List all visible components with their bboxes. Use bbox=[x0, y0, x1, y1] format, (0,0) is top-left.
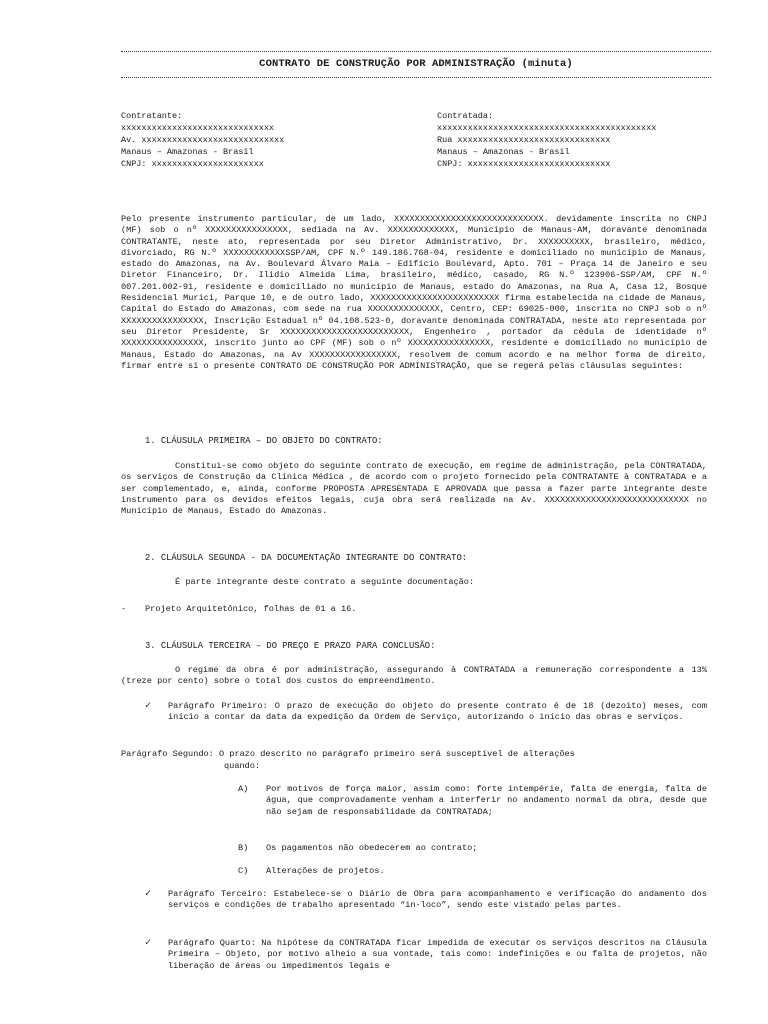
contracted-label: Contratada: bbox=[437, 111, 494, 121]
item-b-letter: B) bbox=[238, 843, 249, 853]
contractor-name: xxxxxxxxxxxxxxxxxxxxxxxxxxxxxx bbox=[121, 123, 275, 133]
check-icon: ✓ bbox=[145, 701, 152, 712]
paragraph-second-tail: quando: bbox=[224, 761, 261, 771]
preamble-paragraph: Pelo presente instrumento particular, de um lado, XXXXXXXXXXXXXXXXXXXXXXXXXXXXX. devidamente inscrita no CNPJ (MF) sob o nº XXXXXXXXXXXXXXXX, sediada na Av. XXXXXXXXXXXXX, Município de Manaus-AM, doravante denominada CONTRATANTE, neste ato, representada por seu Diretor Administrativo, Dr. XXXXXXXXXX, brasileiro, médico, divorciado, RG N.º XXXXXXXXXXXXSSP/AM, CPF N.º 149.186.768-04, residente e domiciliado no município de Manaus, estado do Amazonas, na Av. Boulevard Álvaro Maia – Edifício Boulevard, Apto. 701 – Praça 14 de Janeiro e seu Diretor Financeiro, Dr. Ilidio Almeida Lima, brasileiro, médico, casado, RG N.º 123906-SSP/AM, CPF N.º 007.201.002-91, residente e domiciliado no município de Manaus, estado do Amazonas, na Rua A, Casa 12, Bosque Residencial Murici, Parque 10, e de outro lado, XXXXXXXXXXXXXXXXXXXXXXXXX firma estabelecida na cidade de Manaus, Capital do Estado do Amazonas, com sede na rua XXXXXXXXXXXXXX, Centro, CEP: 69025-000, inscrita no CNPJ sob o nº XXXXXXXXXXXXXXXX, Inscrição Estadual nº 04.108.523-0, doravante denominada CONTRATADA, neste ato representada por seu Diretor Presidente, Sr XXXXXXXXXXXXXXXXXXXXXXXXX, Engenheiro , portador da cédula de identidade nº XXXXXXXXXXXXXXXX, inscrito junto ao CPF (MF) sob o nº XXXXXXXXXXXXXXXX, residente e domiciliado no município de Manaus, Estado do Amazonas, na Av XXXXXXXXXXXXXXXXX, resolvem de comum acordo e na melhor forma de direito, firmar entre si o presente CONTRATO DE CONSTRUÇÃO POR ADMINISTRAÇÃO, que se regerá pelas cláusulas seguintes: bbox=[121, 214, 707, 371]
item-b-text: Os pagamentos não obedecerem ao contrato; bbox=[266, 843, 478, 853]
contracted-city: Manaus – Amazonas - Brasil bbox=[437, 147, 570, 157]
item-c-letter: C) bbox=[238, 866, 249, 876]
clause-2-bullet: - bbox=[121, 604, 127, 614]
contractor-cnpj: CNPJ: xxxxxxxxxxxxxxxxxxxxxx bbox=[121, 159, 264, 169]
title-rule bbox=[121, 77, 711, 78]
contractor-address: Av. xxxxxxxxxxxxxxxxxxxxxxxxxxxx bbox=[121, 135, 285, 145]
check-icon: ✓ bbox=[145, 889, 152, 900]
clause-2-item: Projeto Arquitetônico, folhas de 01 a 16. bbox=[145, 604, 357, 614]
paragraph-second: Parágrafo Segundo: O prazo descrito no parágrafo primeiro será susceptível de alterações bbox=[121, 749, 575, 759]
clause-3-heading: 3. CLÁUSULA TERCEIRA – DO PREÇO E PRAZO PARA CONCLUSÃO: bbox=[145, 641, 436, 651]
clause-1-text: Constitui-se como objeto do seguinte contrato de execução, em regime de administração, pela CONTRATADA, os serviços de Construção da Clínica Médica , de acordo com o projeto fornecido pela CONTRATANTE à CONTRATADA e a ser complementado, e, ainda, conforme PROPOSTA APRESENTADA E APROVADA que passa a fazer parte integrante deste instrumento para os devidos efeitos legais, cuja obra será realizada na Av. XXXXXXXXXXXXXXXXXXXXXXXXXXXX no Município de Manaus, Estado do Amazonas. bbox=[121, 461, 707, 517]
contractor-city: Manaus – Amazonas - Brasil bbox=[121, 147, 254, 157]
item-c-text: Alterações de projetos. bbox=[266, 866, 385, 876]
contractor-label: Contratante: bbox=[121, 111, 183, 121]
contractor-block bbox=[121, 110, 284, 170]
clause-2-heading: 2. CLÁUSULA SEGUNDA - DA DOCUMENTAÇÃO INTEGRANTE DO CONTRATO: bbox=[145, 553, 468, 563]
contracted-name: xxxxxxxxxxxxxxxxxxxxxxxxxxxxxxxxxxxxxxxxxxx bbox=[437, 123, 657, 133]
clause-1-heading: 1. CLÁUSULA PRIMEIRA – DO OBJETO DO CONTRATO: bbox=[145, 436, 383, 446]
paragraph-first: Parágrafo Primeiro: O prazo de execução do objeto do presente contrato é de 18 (dezoito) meses, com início a contar da data da expedição da Ordem de Serviço, autorizando o início das obras e serviços. bbox=[168, 701, 707, 723]
item-a-letter: A) bbox=[238, 784, 249, 794]
document-title: CONTRATO DE CONSTRUÇÃO POR ADMINISTRAÇÃO (minuta) bbox=[259, 58, 573, 70]
contracted-block bbox=[437, 110, 656, 170]
contracted-cnpj: CNPJ: xxxxxxxxxxxxxxxxxxxxxxxxxxxx bbox=[437, 159, 611, 169]
paragraph-fourth: Parágrafo Quarto: Na hipótese da CONTRATADA ficar impedida de executar os serviços descritos na Cláusula Primeira – Objeto, por motivo alheio a sua vontade, tais como: indefinições e ou falta de projetos, não liberação de áreas ou impedimentos legais e bbox=[168, 938, 707, 971]
paragraph-third: Parágrafo Terceiro: Estabelece-se o Diário de Obra para acompanhamento e verificação do andamento dos serviços e condições de trabalho apresentado “in-loco”, sendo este vistado pelas partes. bbox=[168, 889, 707, 911]
clause-3-intro: O regime da obra é por administração, assegurando à CONTRATADA a remuneração correspondente a 13% (treze por cento) sobre o total dos custos do empreendimento. bbox=[121, 665, 707, 687]
check-icon: ✓ bbox=[145, 938, 152, 949]
top-rule bbox=[121, 51, 711, 52]
clause-2-intro: É parte integrante deste contrato a seguinte documentação: bbox=[175, 577, 475, 587]
item-a-text: Por motivos de força maior, assim como: forte intempérie, falta de energia, falta de água, que comprovadamente venham a interferir no andamento normal da obra, desde que não sejam de responsabilidade da CONTRATADA; bbox=[266, 784, 707, 817]
contracted-address: Rua xxxxxxxxxxxxxxxxxxxxxxxxxxxxxx bbox=[437, 135, 611, 145]
